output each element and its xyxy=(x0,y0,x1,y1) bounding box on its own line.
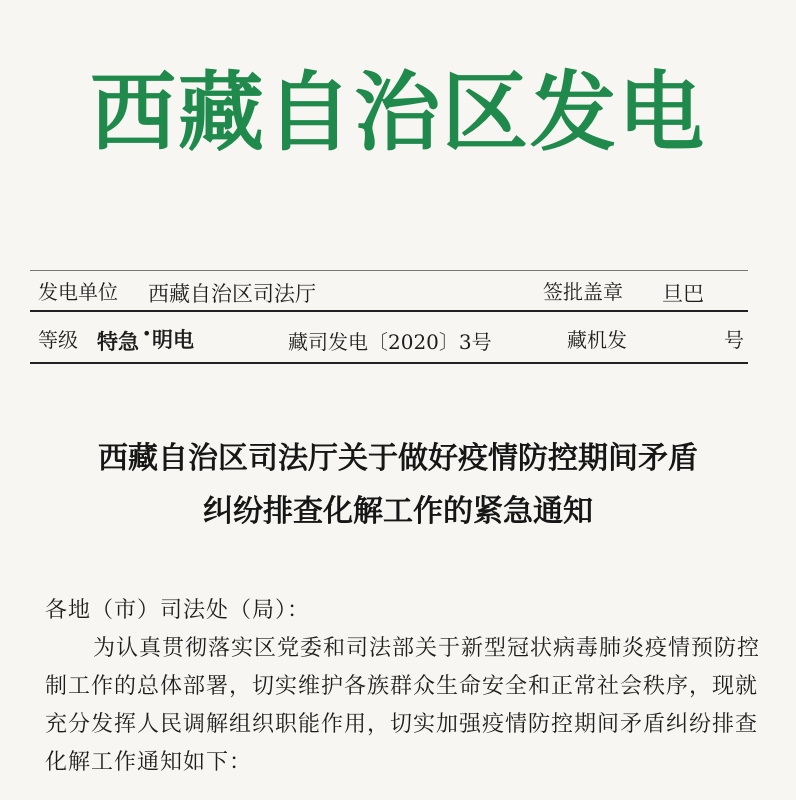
approval-label: 签批盖章 xyxy=(543,280,623,304)
grade-value-open: 明电 xyxy=(152,328,194,352)
notice-body xyxy=(45,592,760,782)
header-bottom-rule xyxy=(30,362,748,364)
notice-title-line-1: 西藏自治区司法厅关于做好疫情防控期间矛盾 xyxy=(98,441,698,476)
dispatch-label: 藏机发 xyxy=(567,328,627,352)
header-top-rule xyxy=(30,270,748,271)
sender-value: 西藏自治区司法厅 xyxy=(148,282,316,306)
sender-label: 发电单位 xyxy=(38,280,118,304)
dispatch-suffix: 号 xyxy=(724,328,744,352)
document-number: 藏司发电〔2020〕3号 xyxy=(288,330,492,354)
header-divider xyxy=(30,310,748,312)
salutation: 各地（市）司法处（局）： xyxy=(45,598,311,623)
grade-value-urgent: 特急 xyxy=(97,330,139,354)
masthead-title: 西藏自治区发电 xyxy=(90,63,706,163)
approval-value: 旦巴 xyxy=(662,282,704,306)
notice-title-line-2: 纠纷排查化解工作的紧急通知 xyxy=(203,494,593,529)
body-paragraph: 为认真贯彻落实区党委和司法部关于新型冠状病毒肺炎疫情预防控制工作的总体部署，切实维护各族群众生命安全和正常社会秩序，现就充分发挥人民调解组织职能作用，切实加强疫情防控期间矛盾纠纷排查化解工作通知如下： xyxy=(45,636,761,775)
grade-dot: • xyxy=(142,324,152,343)
grade-label: 等级 xyxy=(38,328,78,352)
